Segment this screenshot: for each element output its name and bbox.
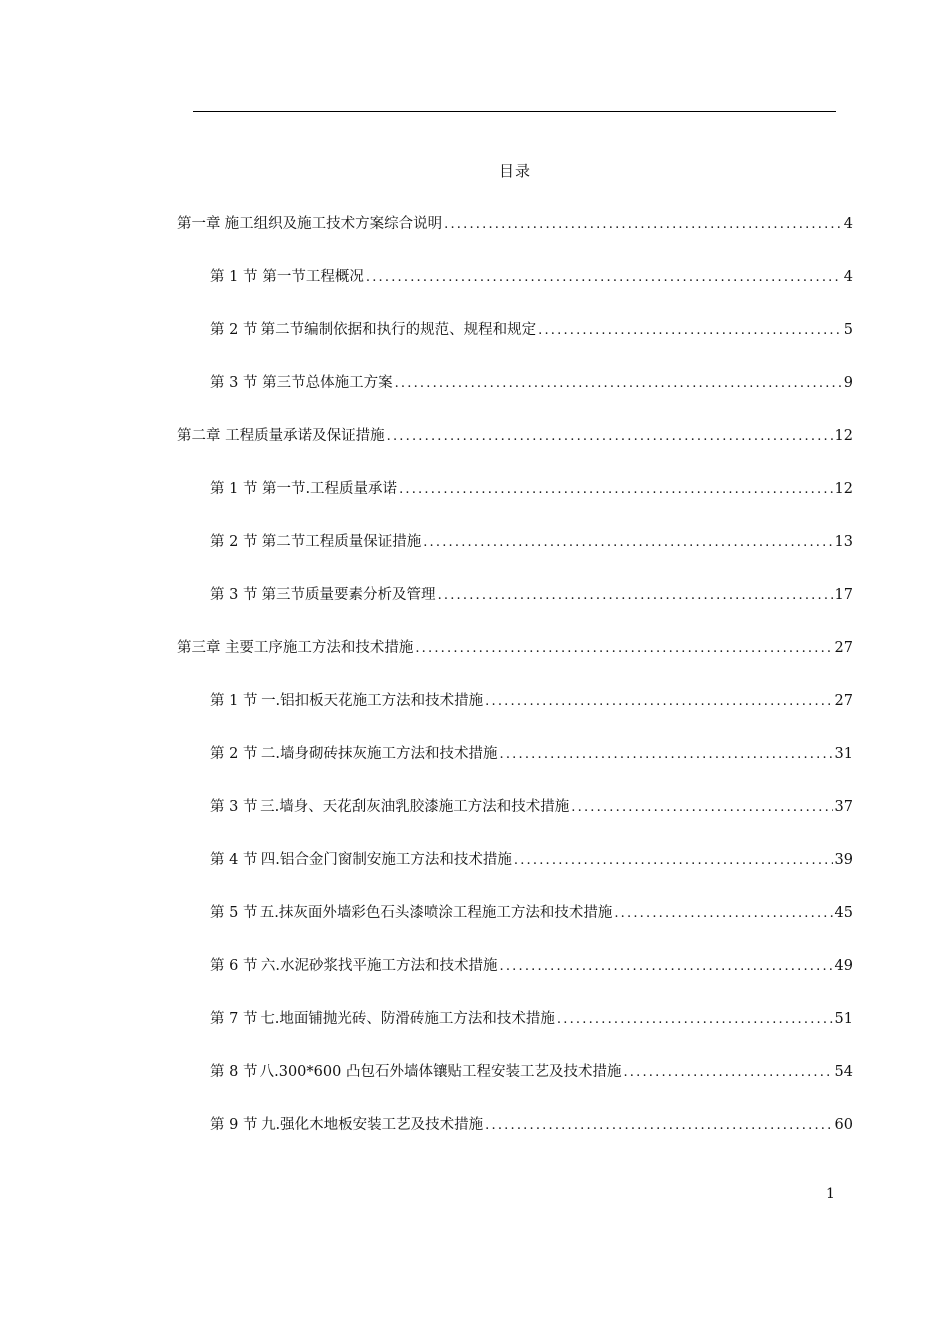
toc-entry-section[interactable] bbox=[210, 954, 853, 976]
toc-entry-section[interactable] bbox=[210, 848, 853, 870]
toc-entry-title: 第三节质量要素分析及管理 bbox=[261, 587, 436, 603]
toc-leader-dots bbox=[500, 959, 833, 974]
toc-entry-chapter-3[interactable] bbox=[177, 636, 853, 658]
toc-entry-page: 5 bbox=[843, 322, 853, 338]
toc-entry-section[interactable] bbox=[210, 583, 853, 605]
toc-leader-dots bbox=[500, 747, 833, 762]
toc-leader-dots bbox=[415, 641, 832, 656]
toc-entry-number: 第 2 节 bbox=[210, 534, 258, 550]
toc-leader-dots bbox=[538, 323, 842, 338]
toc-entry-page: 49 bbox=[834, 958, 853, 974]
toc-entry-number: 第 3 节 bbox=[210, 799, 258, 815]
header-rule bbox=[193, 111, 836, 112]
toc-entry-section[interactable] bbox=[210, 371, 853, 393]
toc-entry-page: 4 bbox=[843, 216, 853, 232]
toc-entry-number: 第 2 节 bbox=[210, 322, 258, 338]
toc-entry-page: 12 bbox=[834, 481, 853, 497]
toc-entry-page: 27 bbox=[834, 693, 853, 709]
toc-entry-number: 第 3 节 bbox=[210, 375, 258, 391]
toc-entry-section[interactable] bbox=[210, 1007, 853, 1029]
toc-leader-dots bbox=[395, 376, 842, 391]
toc-entry-title: 六.水泥砂浆找平施工方法和技术措施 bbox=[260, 958, 498, 974]
toc-entry-section[interactable] bbox=[210, 318, 853, 340]
toc-entry-page: 27 bbox=[834, 640, 853, 656]
toc-leader-dots bbox=[444, 217, 842, 232]
toc-entry-title: 一.铝扣板天花施工方法和技术措施 bbox=[261, 693, 484, 709]
toc-entry-section[interactable] bbox=[210, 742, 853, 764]
toc-leader-dots bbox=[423, 535, 832, 550]
toc-entry-section[interactable] bbox=[210, 901, 853, 923]
toc-entry-page: 37 bbox=[834, 799, 853, 815]
toc-entry-number: 第 7 节 bbox=[210, 1011, 258, 1027]
toc-entry-page: 13 bbox=[834, 534, 853, 550]
toc-leader-dots bbox=[623, 1065, 832, 1080]
toc-leader-dots bbox=[399, 482, 832, 497]
toc-leader-dots bbox=[485, 694, 832, 709]
toc-entry-number: 第 8 节 bbox=[210, 1064, 258, 1080]
toc-entry-section[interactable] bbox=[210, 530, 853, 552]
toc-entry-number: 第 1 节 bbox=[210, 269, 258, 285]
toc-entry-section[interactable] bbox=[210, 1060, 853, 1082]
toc-entry-title: 第二节编制依据和执行的规范、规程和规定 bbox=[260, 322, 537, 338]
toc-entry-page: 60 bbox=[834, 1117, 853, 1133]
toc-entry-section[interactable] bbox=[210, 1113, 853, 1135]
toc-entry-page: 31 bbox=[834, 746, 853, 762]
toc-entry-page: 51 bbox=[834, 1011, 853, 1027]
toc-entry-title: 九.强化木地板安装工艺及技术措施 bbox=[261, 1117, 484, 1133]
toc-entry-title: 三.墙身、天花刮灰油乳胶漆施工方法和技术措施 bbox=[260, 799, 570, 815]
toc-entry-title: 主要工序施工方法和技术措施 bbox=[224, 640, 414, 656]
toc-entry-section[interactable] bbox=[210, 265, 853, 287]
toc-leader-dots bbox=[614, 906, 832, 921]
toc-entry-title: 第一节.工程质量承诺 bbox=[261, 481, 398, 497]
toc-leader-dots bbox=[485, 1118, 832, 1133]
toc-entry-title: 工程质量承诺及保证措施 bbox=[225, 428, 385, 444]
toc-leader-dots bbox=[387, 429, 833, 444]
toc-entry-chapter-1[interactable] bbox=[177, 212, 853, 234]
toc-entry-page: 45 bbox=[834, 905, 853, 921]
toc-leader-dots bbox=[514, 853, 833, 868]
toc-entry-number: 第 6 节 bbox=[210, 958, 258, 974]
toc-leader-dots bbox=[438, 588, 833, 603]
toc-entry-number: 第 1 节 bbox=[210, 693, 258, 709]
toc-entry-title: 第三节总体施工方案 bbox=[262, 375, 393, 391]
toc-entry-number: 第 3 节 bbox=[210, 587, 258, 603]
toc-entry-number: 第 5 节 bbox=[210, 905, 258, 921]
toc-entry-page: 39 bbox=[834, 852, 853, 868]
toc-entry-title: 五.抹灰面外墙彩色石头漆喷涂工程施工方法和技术措施 bbox=[259, 905, 613, 921]
toc-entry-title: 第一节工程概况 bbox=[262, 269, 364, 285]
toc-leader-dots bbox=[571, 800, 832, 815]
toc-entry-section[interactable] bbox=[210, 689, 853, 711]
toc-entry-page: 12 bbox=[834, 428, 853, 444]
toc-entry-number: 第 1 节 bbox=[210, 481, 258, 497]
page-number: 1 bbox=[826, 1186, 835, 1202]
toc-entry-number: 第一章 bbox=[177, 216, 221, 232]
toc-entry-title: 七.地面铺抛光砖、防滑砖施工方法和技术措施 bbox=[260, 1011, 555, 1027]
toc-title: 目录 bbox=[498, 162, 531, 180]
toc-entry-page: 54 bbox=[834, 1064, 853, 1080]
toc-entry-number: 第三章 bbox=[177, 640, 221, 656]
toc-entry-title: 第二节工程质量保证措施 bbox=[261, 534, 422, 550]
toc-entry-section[interactable] bbox=[210, 795, 853, 817]
toc-entry-page: 4 bbox=[843, 269, 853, 285]
toc-entry-title: 八.300*600 凸包石外墙体镶贴工程安装工艺及技术措施 bbox=[259, 1064, 622, 1080]
toc-entry-number: 第二章 bbox=[177, 428, 221, 444]
toc-entry-number: 第 4 节 bbox=[210, 852, 258, 868]
toc-entry-chapter-2[interactable] bbox=[177, 424, 853, 446]
toc-entry-title: 施工组织及施工技术方案综合说明 bbox=[224, 216, 443, 232]
toc-entry-title: 二.墙身砌砖抹灰施工方法和技术措施 bbox=[260, 746, 498, 762]
toc-entry-number: 第 2 节 bbox=[210, 746, 258, 762]
toc-entry-page: 9 bbox=[843, 375, 853, 391]
toc-entry-section[interactable] bbox=[210, 477, 853, 499]
toc-entry-number: 第 9 节 bbox=[210, 1117, 258, 1133]
toc-leader-dots bbox=[366, 270, 842, 285]
toc-entry-title: 四.铝合金门窗制安施工方法和技术措施 bbox=[260, 852, 512, 868]
toc-entry-page: 17 bbox=[834, 587, 853, 603]
toc-leader-dots bbox=[557, 1012, 833, 1027]
